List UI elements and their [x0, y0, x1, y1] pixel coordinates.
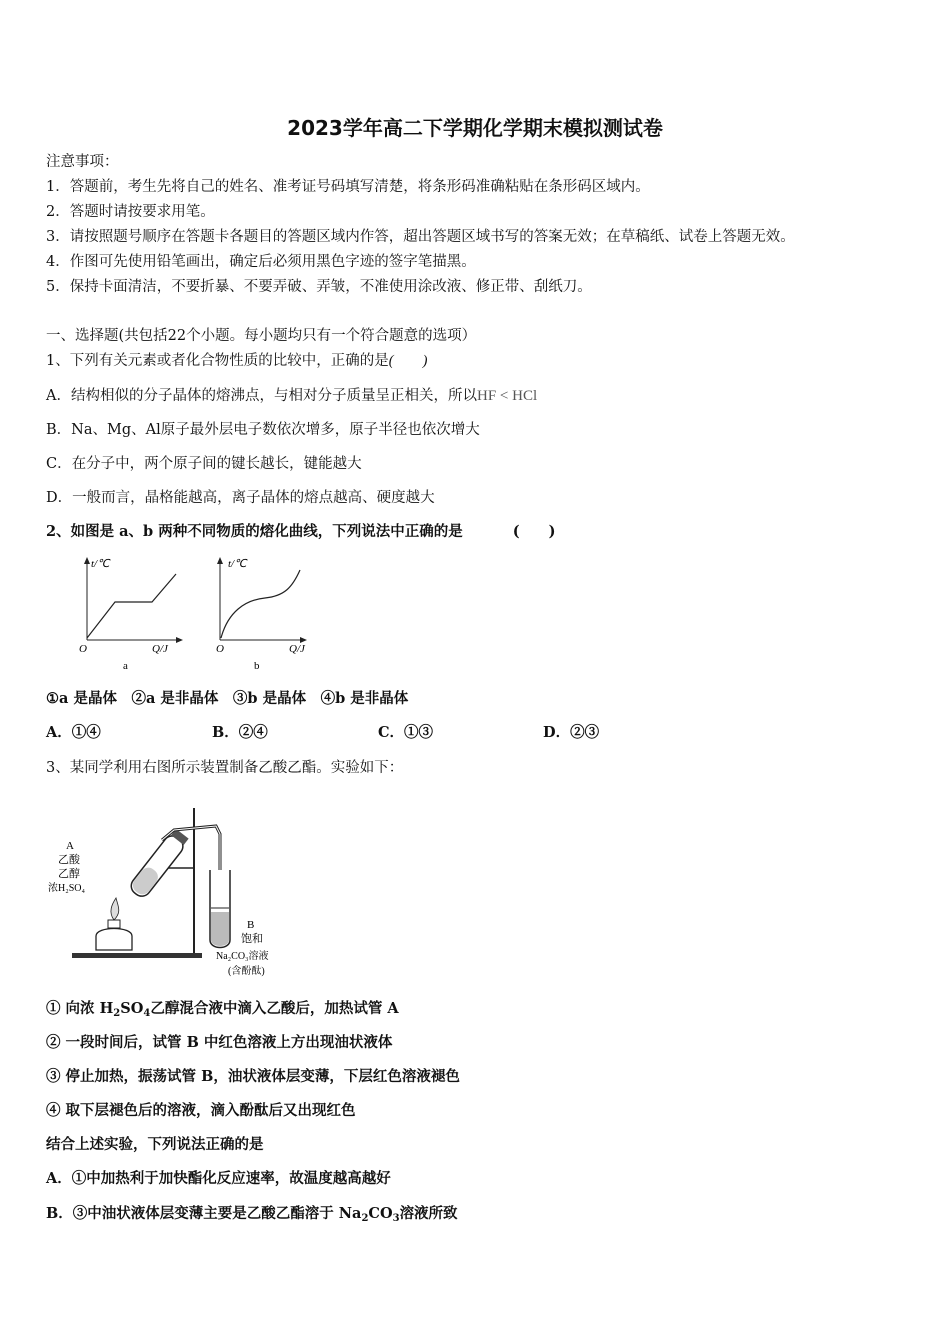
label-acetic-acid: 乙酸	[58, 854, 80, 866]
label-h2so4: 浓H₂SO₄	[48, 883, 85, 894]
q2-stem: 2、如图是 a、b 两种不同物质的熔化曲线，下列说法中正确的是 ( )	[46, 523, 556, 540]
section-heading: 一、选择题(共包括22个小题。每小题均只有一个符合题意的选项）	[46, 328, 477, 344]
graph-b-origin: O	[216, 643, 224, 655]
label-b: B	[247, 919, 255, 931]
graph-a-origin: O	[79, 643, 87, 655]
notice-item: 4．作图可先使用铅笔画出，确定后必须用黑色字迹的签字笔描黑。	[46, 254, 476, 270]
q3-step-3: ③ 停止加热，振荡试管 B，油状液体层变薄，下层红色溶液褪色	[46, 1068, 460, 1085]
label-ethanol: 乙醇	[58, 868, 80, 880]
q1-formula: HF < HCl	[476, 388, 538, 404]
graph-b-xlabel: Q/J	[289, 643, 305, 655]
q2-statements: ①a 是晶体 ②a 是非晶体 ③b 是晶体 ④b 是非晶体	[46, 690, 409, 707]
graph-a-ylabel: t/℃	[91, 558, 110, 570]
q3-option-a: A．①中加热利于加快酯化反应速率，故温度越高越好	[46, 1170, 391, 1187]
notice-item: 3．请按照题号顺序在答题卡各题目的答题区域内作答，超出答题区域书写的答案无效；在草稿纸、试卷上答题无效。	[46, 229, 795, 245]
notice-item: 5．保持卡面清洁，不要折暴、不要弄破、弄皱，不准使用涂改液、修正带、刮纸刀。	[46, 279, 592, 295]
q2-option-a: A．①④	[46, 724, 101, 741]
q3-step-1: ① 向浓 $H_2SO_4$乙醇混合液中滴入乙酸后，加热试管 A	[46, 1000, 399, 1019]
q3-step-4: ④ 取下层褪色后的溶液，滴入酚酞后又出现红色	[46, 1102, 356, 1119]
label-na2co3: Na₂CO₃溶液	[216, 951, 269, 962]
graph-a	[79, 557, 183, 672]
curve-b	[221, 570, 300, 638]
q2-option-c: C．①③	[378, 724, 434, 741]
q3-stem: 3、某同学利用右图所示装置制备乙酸乙酯。实验如下：	[46, 760, 404, 776]
label-a: A	[66, 840, 74, 852]
notice-heading: 注意事项：	[46, 154, 119, 170]
q1-stem: 1、下列有关元素或者化合物性质的比较中，正确的是( )	[46, 353, 428, 369]
melting-curves-figure	[70, 552, 330, 674]
notice-item: 2．答题时请按要求用笔。	[46, 204, 215, 220]
label-saturated: 饱和	[241, 933, 263, 945]
page-title: 2023学年高二下学期化学期末模拟测试卷	[287, 116, 663, 140]
q1-option-a: A．结构相似的分子晶体的熔沸点，与相对分子质量呈正相关，所以HF < HCl	[46, 388, 538, 404]
notice-item: 1．答题前，考生先将自己的姓名、准考证号码填写清楚，将条形码准确粘贴在条形码区域内。	[46, 179, 650, 195]
curve-a	[87, 574, 176, 638]
graph-a-caption: a	[123, 660, 128, 672]
q1-option-b: B．Na、Mg、Al原子最外层电子数依次增多，原子半径也依次增大	[46, 422, 480, 438]
q1-option-d: D．一般而言，晶格能越高，离子晶体的熔点越高、硬度越大	[46, 490, 435, 506]
label-phenolphthalein: (含酚酞)	[228, 966, 265, 977]
q1-option-c: C．在分子中，两个原子间的键长越长，键能越大	[46, 456, 362, 472]
ester-apparatus-figure	[44, 800, 304, 982]
graph-b-caption: b	[254, 660, 260, 672]
q3-step-2: ② 一段时间后，试管 B 中红色溶液上方出现油状液体	[46, 1034, 393, 1051]
q2-option-b: B．②④	[212, 724, 268, 741]
graph-a-xlabel: Q/J	[152, 643, 168, 655]
graph-b-ylabel: t/℃	[228, 558, 247, 570]
q2-option-d: D．②③	[543, 724, 600, 741]
q3-question: 结合上述实验，下列说法正确的是	[46, 1136, 264, 1153]
graph-b	[216, 557, 307, 672]
q3-option-b: B．③中油状液体层变薄主要是乙酸乙酯溶于 $Na_2CO_3$溶液所致	[46, 1205, 458, 1224]
